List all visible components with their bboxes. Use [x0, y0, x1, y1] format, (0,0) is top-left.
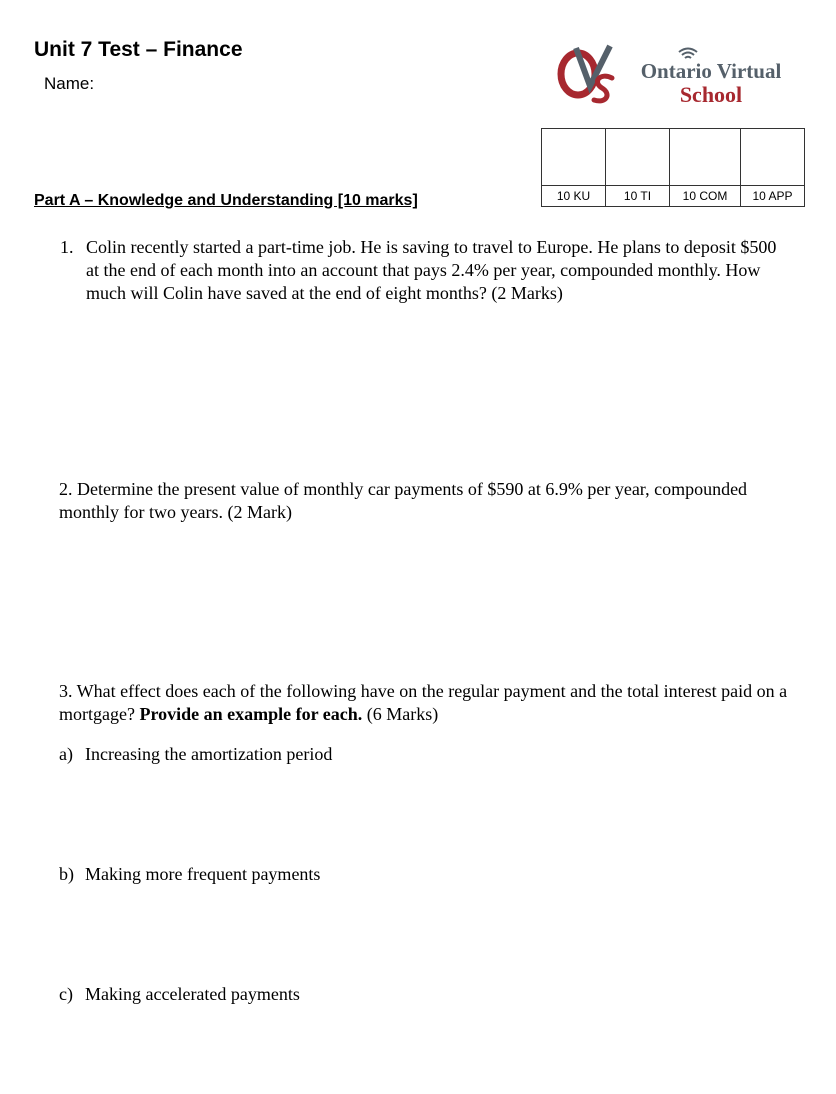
school-name-line2: School: [679, 82, 743, 107]
question-3-marks: (6 Marks): [362, 704, 439, 724]
question-3a-letter: a): [59, 744, 73, 764]
app-score-box: [741, 129, 805, 186]
com-label: 10 COM: [670, 186, 741, 207]
question-2: 2. Determine the present value of monthly car payments of $590 at 6.9% per year, compounded monthly for two years. (2 Mark): [59, 479, 748, 522]
question-3b-letter: b): [59, 864, 74, 884]
question-1-text: Colin recently started a part-time job. He is saving to travel to Europe. He plans to deposit $500 at the end of each month into an account that pays 2.4% per year, compounded monthly. How much will Colin have saved at the end of eight months? (2 Marks): [86, 237, 777, 303]
app-label: 10 APP: [741, 186, 805, 207]
ku-label: 10 KU: [542, 186, 606, 207]
question-3c: [59, 983, 300, 1006]
page-title: Unit 7 Test – Finance: [34, 38, 243, 61]
school-name: [622, 60, 800, 106]
section-heading: Part A – Knowledge and Understanding [10 marks]: [34, 192, 418, 209]
question-3b-text: Making more frequent payments: [85, 864, 321, 884]
question-3a-text: Increasing the amortization period: [85, 744, 333, 764]
question-1-number: 1.: [60, 237, 74, 257]
question-3: [59, 680, 819, 726]
ovs-monogram-icon: [556, 40, 624, 106]
question-3b: [59, 863, 320, 886]
question-3c-text: Making accelerated payments: [85, 984, 300, 1004]
question-3a: [59, 743, 332, 766]
marks-grid: [541, 128, 805, 207]
question-3-text: 3. What effect does each of the following have on the regular payment and the total interest paid on a mortgage?: [59, 681, 788, 724]
name-label: Name:: [44, 74, 95, 93]
question-3c-letter: c): [59, 984, 73, 1004]
question-1: [60, 236, 780, 305]
ti-label: 10 TI: [606, 186, 670, 207]
school-name-line1: Ontario Virtual: [640, 59, 782, 83]
ku-score-box: [542, 129, 606, 186]
ti-score-box: [606, 129, 670, 186]
question-3-emphasis: Provide an example for each.: [139, 704, 363, 724]
com-score-box: [670, 129, 741, 186]
school-logo: [556, 40, 800, 106]
